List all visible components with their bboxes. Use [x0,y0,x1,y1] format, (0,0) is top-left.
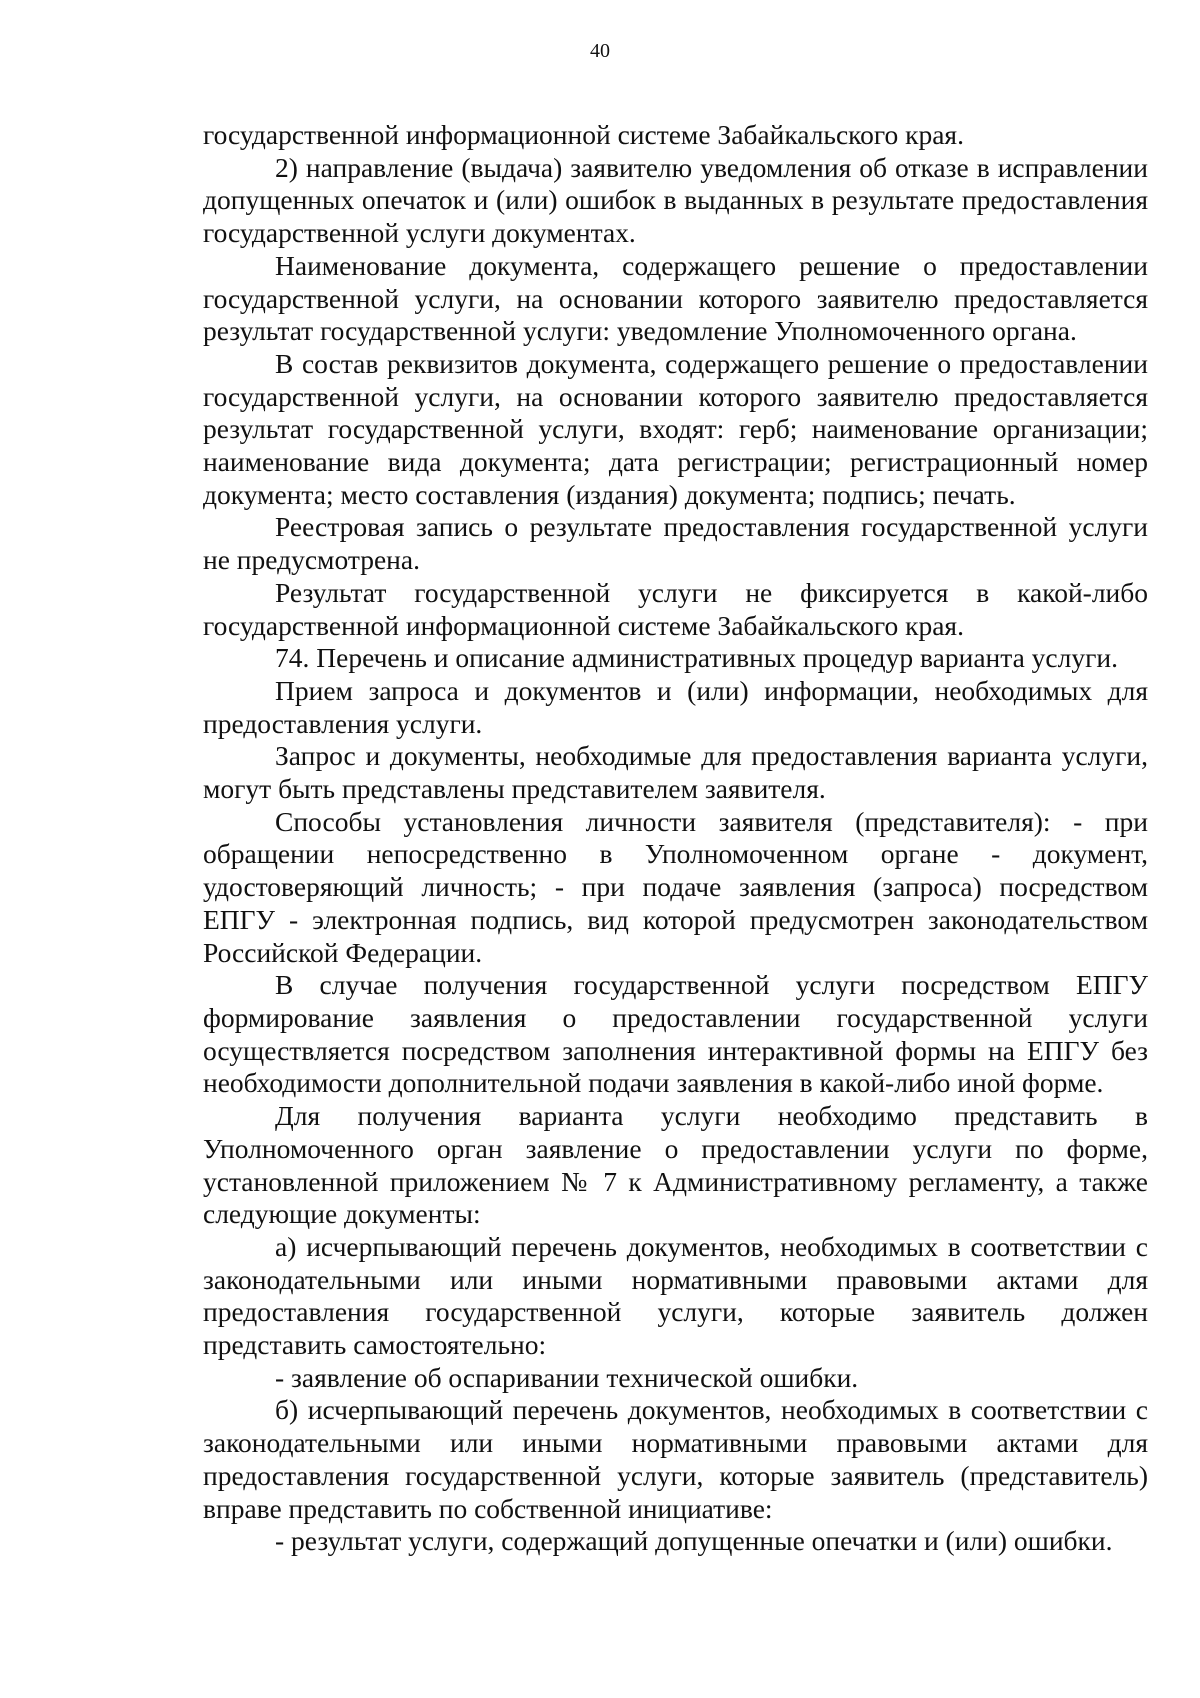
paragraph: В случае получения государственной услуги посредством ЕПГУ формирование заявления о предоставлении государственной услуги осуществляется посредством заполнения интерактивной формы на ЕПГУ без необходимости дополнительной подачи заявления в какой-либо иной форме. [203,969,1148,1099]
paragraph: б) исчерпывающий перечень документов, необходимых в соответствии с законодательными или иными нормативными правовыми актами для предоставления государственной услуги, которые заявитель (представитель) вправе представить по собственной инициативе: [203,1394,1148,1524]
paragraph: государственной информационной системе Забайкальского края. [203,119,964,150]
paragraph: Способы установления личности заявителя (представителя): - при обращении непосредственно в Уполномоченном органе - документ, удостоверяющий личность; - при подаче заявления (запроса) посредством ЕПГУ - электронная подпись, вид которой предусмотрен законодательством Российской Федерации. [203,805,1148,968]
paragraph: а) исчерпывающий перечень документов, необходимых в соответствии с законодательными или иными нормативными правовыми актами для предоставления государственной услуги, которые заявитель должен представить самостоятельно: [203,1230,1148,1361]
paragraph: Результат государственной услуги не фиксируется в какой-либо государственной информационной системе Забайкальского края. [203,576,1148,641]
page-number: 40 [590,40,610,62]
paragraph: Наименование документа, содержащего решение о предоставлении государственной услуги, на основании которого заявителю предоставляется результат государственной услуги: уведомление Уполномоченного органа. [203,249,1148,347]
paragraph: Для получения варианта услуги необходимо представить в Уполномоченного орган заявление о предоставлении услуги по форме, установленной приложением № 7 к Административному регламенту, а также следующие документы: [203,1100,1148,1230]
paragraph: 2) направление (выдача) заявителю уведомления об отказе в исправлении допущенных опечаток и (или) ошибок в выданных в результате предоставления государственной услуги документах. [203,151,1148,249]
paragraph: 74. Перечень и описание административных процедур варианта услуги. [275,642,1118,674]
paragraph: - заявление об оспаривании технической ошибки. [275,1361,859,1393]
paragraph: Реестровая запись о результате предоставления государственной услуги не предусмотрена. [203,511,1148,576]
paragraph: Прием запроса и документов и (или) информации, необходимых для предоставления услуги. [203,674,1148,739]
paragraph: Запрос и документы, необходимые для предоставления варианта услуги, могут быть представлены представителем заявителя. [203,740,1148,805]
paragraph: В состав реквизитов документа, содержащего решение о предоставлении государственной услуги, на основании которого заявителю предоставляется результат государственной услуги, входят: герб; наименование организации; наименование вида документа; дата регистрации; регистрационный номер документа; место составления (издания) документа; подпись; печать. [203,347,1148,510]
paragraph: - результат услуги, содержащий допущенные опечатки и (или) ошибки. [275,1525,1113,1557]
document-body [203,119,1148,1558]
